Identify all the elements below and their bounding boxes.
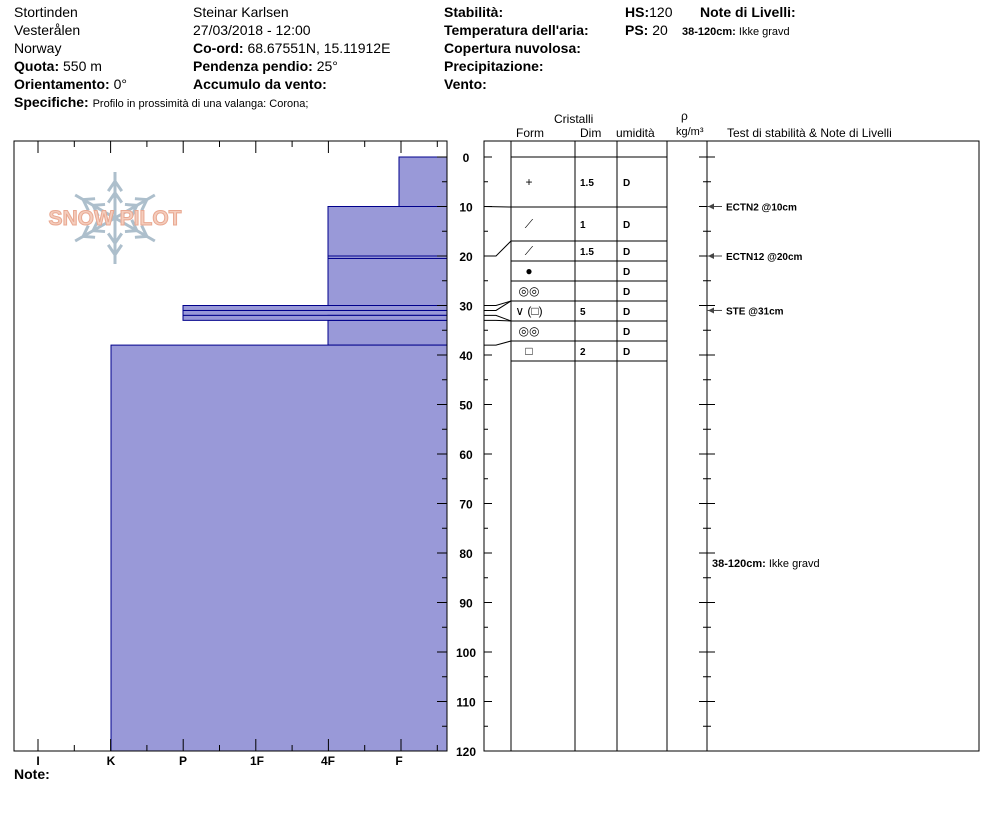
- grain-form: ◎◎: [518, 324, 540, 338]
- grain-size: 2: [580, 347, 586, 358]
- depth-label: 110: [456, 695, 476, 710]
- ps-value: 20: [652, 22, 668, 38]
- hardness-layer: [111, 345, 447, 751]
- thin-layer: [183, 306, 447, 311]
- hardness-layer: [328, 320, 447, 345]
- grain-form: +: [525, 175, 533, 189]
- layer-note-range: 38-120cm:: [682, 26, 736, 38]
- notes-label: Note:: [14, 766, 50, 782]
- tests-notes-header: Test di stabilità & Note di Livelli: [727, 126, 892, 140]
- layer-connector: [484, 320, 511, 321]
- depth-label: 60: [459, 448, 473, 462]
- density-unit: kg/m³: [676, 126, 704, 138]
- layer-connector: [484, 207, 511, 208]
- layer-connector: [484, 241, 511, 256]
- stability-test: STE @31cm: [726, 306, 784, 318]
- cloud-cover-label: Copertura nuvolosa:: [444, 40, 581, 56]
- moisture: D: [623, 287, 631, 298]
- grain-form: □: [525, 344, 533, 358]
- moisture-header: umidità: [616, 126, 655, 140]
- stability-label: Stabilità:: [444, 4, 504, 20]
- grain-size: 1.5: [580, 247, 594, 258]
- moisture: D: [623, 247, 631, 258]
- hardness-label: 1F: [249, 754, 265, 768]
- specifics-label: Specifiche:: [14, 94, 89, 110]
- hardness-label: I: [36, 754, 40, 768]
- moisture: D: [623, 307, 631, 318]
- crystals-header: Cristalli: [554, 112, 594, 126]
- specifics-value: Profilo in prossimità di una valanga: Corona;: [92, 98, 309, 110]
- grain-form: ◎◎: [518, 284, 540, 298]
- moisture: D: [623, 347, 631, 358]
- coord-value: 68.67551N, 15.11912E: [247, 40, 391, 56]
- thin-layer: [183, 315, 447, 320]
- stability-test: ECTN2 @10cm: [726, 202, 797, 214]
- hardness-layer: [328, 207, 447, 257]
- grid-frame: [484, 141, 979, 751]
- layer-note: 38-120cm: Ikke gravd: [712, 557, 820, 570]
- stability-test: ECTN12 @20cm: [726, 252, 803, 263]
- aspect-label: Orientamento:: [14, 76, 110, 92]
- depth-label: 80: [459, 547, 473, 561]
- size-header: Dim: [580, 126, 602, 140]
- location-name: Stortinden: [14, 4, 78, 20]
- observer: Steinar Karlsen: [193, 4, 289, 20]
- density-symbol: ρ: [681, 109, 688, 123]
- grain-form: ∨ (□): [515, 304, 543, 318]
- layer-connector: [484, 341, 511, 345]
- hs-label: HS:: [625, 4, 650, 20]
- layer-note-text: Ikke gravd: [738, 26, 790, 38]
- hardness-label: K: [106, 754, 116, 768]
- moisture: D: [623, 327, 631, 338]
- test-arrow-icon: [708, 204, 714, 210]
- hardness-layer: [183, 310, 447, 315]
- grain-size: 1: [580, 220, 586, 231]
- precip-label: Precipitazione:: [444, 58, 544, 74]
- moisture: D: [623, 220, 631, 231]
- elevation-label: Quota:: [14, 58, 60, 74]
- elevation-value: 550 m: [63, 58, 102, 74]
- test-arrow-icon: [708, 253, 714, 259]
- wind-loading-label: Accumulo da vento:: [193, 76, 327, 92]
- ps-label: PS:: [625, 22, 649, 38]
- grain-size: 5: [580, 307, 586, 318]
- depth-label: 10: [459, 200, 473, 215]
- depth-label: 50: [459, 398, 473, 413]
- moisture: D: [623, 267, 631, 278]
- slope-label: Pendenza pendio:: [193, 58, 313, 74]
- depth-label: 30: [459, 299, 473, 314]
- wind-label: Vento:: [444, 76, 487, 92]
- slope-value: 25°: [316, 58, 338, 74]
- aspect-value: 0°: [113, 76, 127, 92]
- grain-form: ⟋: [524, 217, 534, 231]
- depth-label: 20: [459, 250, 473, 264]
- air-temp-label: Temperatura dell'aria:: [444, 22, 589, 38]
- grain-form: ●: [525, 264, 533, 278]
- layer-notes-label: Note di Livelli:: [700, 4, 796, 20]
- depth-label: 70: [459, 497, 473, 512]
- hardness-label: F: [395, 754, 403, 768]
- hardness-label: P: [178, 754, 188, 768]
- moisture: D: [623, 178, 631, 189]
- depth-label: 120: [455, 745, 477, 759]
- logo-text: SNOW PILOT: [48, 207, 182, 230]
- coord-label: Co-ord:: [193, 40, 244, 56]
- hardness-layer: [399, 157, 447, 207]
- depth-label: 90: [459, 596, 473, 611]
- depth-label: 0: [462, 151, 470, 165]
- hardness-label: 4F: [320, 754, 336, 768]
- grain-form: ⟋: [524, 244, 534, 258]
- test-arrow-icon: [708, 307, 714, 313]
- form-header: Form: [516, 126, 544, 140]
- datetime: 27/03/2018 - 12:00: [193, 22, 311, 38]
- hs-value: 120: [649, 4, 673, 20]
- region: Vesterålen: [14, 22, 81, 38]
- depth-label: 100: [455, 646, 477, 660]
- hardness-layer: [328, 258, 447, 305]
- country: Norway: [14, 40, 62, 56]
- depth-label: 40: [459, 349, 473, 363]
- grain-size: 1.5: [580, 178, 594, 189]
